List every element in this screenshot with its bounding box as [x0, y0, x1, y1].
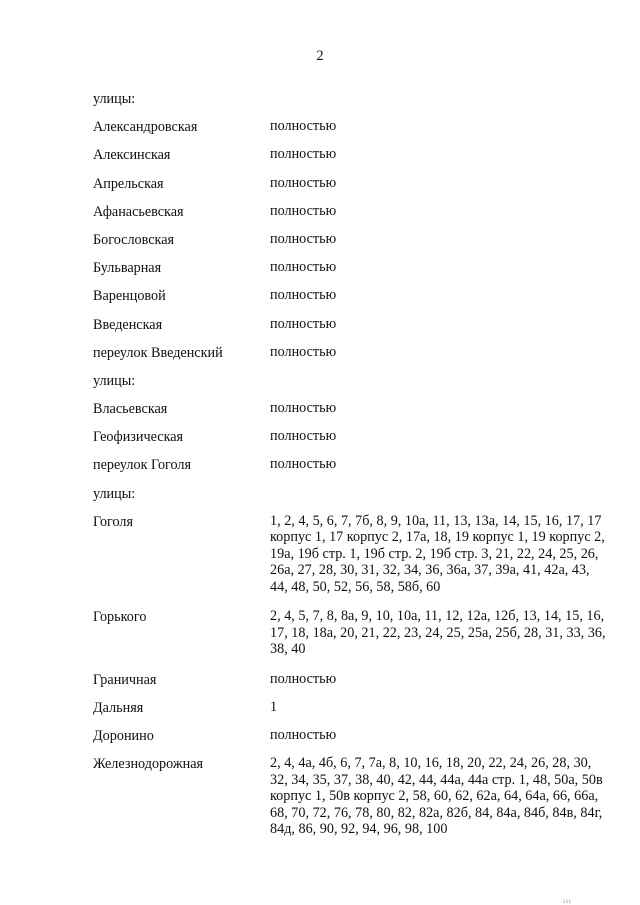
street-coverage: 2, 4, 5, 7, 8, 8а, 9, 10, 10а, 11, 12, 12а, 12б, 13, 14, 15, 16, 17, 18, 18а, 20, 21, 22, 23, 24, 25, 25а, 25б, 28, 31, 33, 36, 38, 40	[270, 608, 606, 658]
street-list	[93, 90, 613, 838]
scan-mark: ııı	[563, 897, 572, 905]
street-coverage: полностью	[270, 456, 337, 473]
street-coverage: 1	[270, 699, 278, 715]
street-name: Введенская	[93, 316, 163, 333]
street-row	[93, 671, 613, 689]
street-coverage: полностью	[270, 146, 337, 163]
street-name: Бульварная	[93, 260, 162, 277]
street-name: Железнодорожная	[93, 756, 204, 773]
street-coverage: полностью	[270, 202, 337, 219]
street-name: Апрельская	[93, 175, 164, 192]
street-coverage: 1, 2, 4, 5, 6, 7, 7б, 8, 9, 10а, 11, 13, 13а, 14, 15, 16, 17, 17 корпус 1, 17 корпус 2, 17а, 18, 19 корпус 1, 19 корпус 2, 19а, 19б стр. 1, 19б стр. 2, 19б стр. 3, 21, 22, 24, 25, 26, 26а, 27, 28, 30, 31, 32, 34, 36, 36а, 37, 39а, 41, 42а, 43, 44, 48, 50, 52, 56, 58, 58б, 60	[270, 512, 605, 595]
street-row	[93, 118, 613, 136]
street-row	[93, 316, 613, 334]
street-coverage: полностью	[270, 287, 337, 304]
street-coverage: полностью	[270, 230, 337, 247]
section-heading: улицы:	[93, 485, 136, 502]
street-row	[93, 727, 613, 745]
street-coverage: полностью	[270, 727, 337, 744]
street-name: Варенцовой	[93, 288, 166, 305]
street-name: Власьевская	[93, 401, 168, 418]
street-name: Граничная	[93, 671, 157, 688]
page-number: 2	[316, 48, 324, 64]
street-row	[93, 755, 613, 838]
section-heading: улицы:	[93, 372, 136, 389]
street-row	[93, 203, 613, 221]
street-row	[93, 231, 613, 249]
section-heading: улицы:	[93, 91, 136, 107]
street-row	[93, 608, 613, 658]
street-row	[93, 456, 613, 474]
street-coverage: 2, 4, 4а, 4б, 6, 7, 7а, 8, 10, 16, 18, 20, 22, 24, 26, 28, 30, 32, 34, 35, 37, 38, 40, 42, 44, 44а, 44а стр. 1, 48, 50а, 50в корпус 1, 50в корпус 2, 58, 60, 62, 62а, 64, 64а, 66, 66а, 68, 70, 72, 76, 78, 80, 82, 82а, 82б, 84, 84а, 84б, 84в, 84г, 84д, 86, 90, 92, 94, 96, 98, 100	[270, 755, 603, 838]
street-row	[93, 259, 613, 277]
street-name: Горького	[93, 609, 147, 626]
street-row	[93, 344, 613, 362]
street-row	[93, 175, 613, 193]
street-coverage: полностью	[270, 343, 337, 360]
street-row	[93, 428, 613, 446]
street-row	[93, 287, 613, 305]
street-coverage: полностью	[270, 315, 337, 332]
street-name: переулок Введенский	[93, 344, 223, 361]
street-name: переулок Гоголя	[93, 457, 192, 474]
street-name: Геофизическая	[93, 429, 184, 446]
street-coverage: полностью	[270, 670, 337, 687]
street-coverage: полностью	[270, 259, 337, 276]
street-row	[93, 513, 613, 596]
street-name: Гоголя	[93, 513, 134, 530]
street-name: Богословская	[93, 231, 175, 248]
street-row	[93, 699, 613, 717]
street-name: Александровская	[93, 119, 198, 136]
street-coverage: полностью	[270, 428, 337, 445]
street-name: Афанасьевская	[93, 203, 184, 220]
street-name: Доронино	[93, 728, 154, 745]
street-coverage: полностью	[270, 400, 337, 417]
street-name: Алексинская	[93, 147, 171, 164]
street-row	[93, 400, 613, 418]
street-coverage: полностью	[270, 174, 337, 191]
street-coverage: полностью	[270, 118, 337, 135]
street-row	[93, 146, 613, 164]
street-name: Дальняя	[93, 700, 144, 716]
